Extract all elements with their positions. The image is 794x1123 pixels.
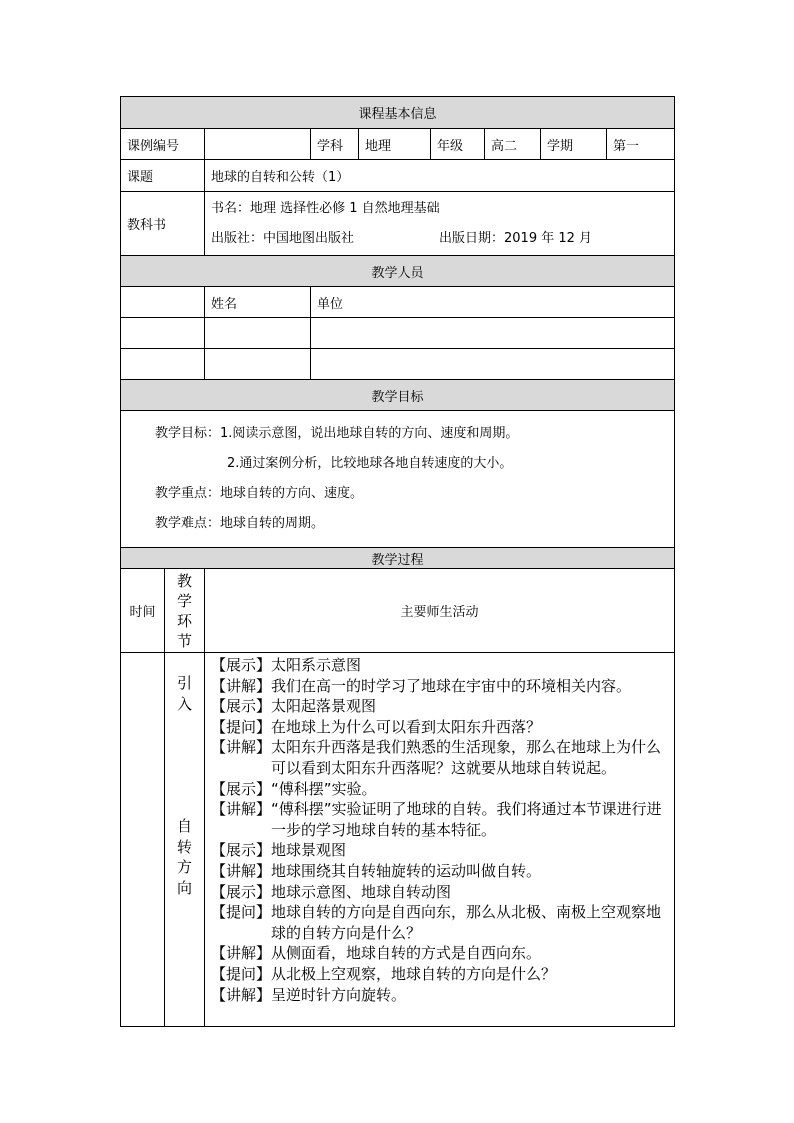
activity-line: 【提问】 在地球上为什么可以看到太阳东升西落？ — [211, 717, 542, 736]
staff-row-1-unit — [311, 318, 675, 349]
label-grade: 年级 — [431, 129, 485, 160]
label-subject: 学科 — [311, 129, 359, 160]
process-header: 教学过程 — [121, 548, 675, 569]
col-activity: 主要师生活动 — [205, 569, 675, 653]
lesson-plan-page — [120, 96, 674, 1027]
stage2-char-3: 方 — [176, 858, 192, 877]
staff-row-2-name — [205, 349, 311, 380]
objectives-body — [121, 411, 675, 548]
stage1-char-1: 引 — [176, 674, 192, 692]
activity-line: 【讲解】 地球围绕其自转轴旋转的运动叫做自转。 — [211, 861, 542, 880]
staff-header: 教学人员 — [121, 256, 675, 287]
basic-info-header: 课程基本信息 — [121, 97, 675, 129]
activity-line: 【提问】 地球自转的方向是自西向东，那么从北极、南极上空观察地球的自转方向是什么？ — [211, 903, 662, 942]
value-subject: 地理 — [359, 129, 431, 160]
value-grade: 高二 — [485, 129, 541, 160]
staff-row-2-unit — [311, 349, 675, 380]
book-name: 书名：地理 选择性必修 1 自然地理基础 — [211, 200, 440, 216]
objectives-header: 教学目标 — [121, 380, 675, 411]
staff-row-1-blank — [121, 318, 205, 349]
stage2-char-4: 向 — [176, 878, 192, 897]
key-point: 教学重点：地球自转的方向、速度。 — [155, 486, 364, 501]
activity-cell — [205, 653, 675, 1027]
activity-line: 【讲解】 “傅科摆”实验证明了地球的自转。我们将通过本节课进行进一步的学习地球自转的基本特征。 — [211, 800, 662, 839]
time-cell — [121, 653, 165, 1027]
publisher: 出版社：中国地图出版社 — [211, 230, 355, 246]
difficulty: 教学难点：地球自转的周期。 — [155, 516, 325, 531]
staff-row-1-name — [205, 318, 311, 349]
label-code: 课例编号 — [121, 129, 205, 160]
activity-line: 【讲解】 从侧面看，地球自转的方式是自西向东。 — [211, 944, 542, 963]
col-time: 时间 — [121, 569, 165, 653]
staff-row-2-blank — [121, 349, 205, 380]
activity-line: 【讲解】 我们在高一的时学习了地球在宇宙中的环境相关内容。 — [211, 676, 632, 695]
stage2-char-2: 转 — [176, 837, 192, 856]
pub-date: 出版日期：2019 年 12 月 — [439, 230, 593, 246]
col-stage-char-4: 节 — [176, 631, 192, 650]
publisher-row — [211, 224, 668, 254]
stage2-char-1: 自 — [176, 817, 192, 836]
activity-line: 【展示】 太阳系示意图 — [211, 656, 362, 674]
col-stage-char-3: 环 — [176, 611, 192, 630]
label-term: 学期 — [541, 129, 607, 160]
value-code — [205, 129, 311, 160]
activity-line: 【展示】 地球示意图、地球自转动图 — [211, 882, 452, 901]
col-stage — [165, 569, 205, 653]
staff-col-unit: 单位 — [311, 287, 675, 318]
activity-line: 【展示】 太阳起落景观图 — [211, 697, 377, 716]
objective-line-2: 2.通过案例分析，比较地球各地自转速度的大小。 — [227, 456, 513, 471]
staff-blank — [121, 287, 205, 318]
col-stage-char-2: 学 — [176, 591, 192, 610]
activity-line: 【讲解】 呈逆时针方向旋转。 — [211, 985, 407, 1004]
value-term: 第一 — [607, 129, 675, 160]
activity-line: 【提问】 从北极上空观察，地球自转的方向是什么？ — [211, 964, 557, 983]
stage-cell — [165, 653, 205, 1027]
col-stage-char-1: 教 — [176, 571, 192, 590]
stage1-char-2: 入 — [176, 694, 192, 713]
activity-line: 【展示】 “傅科摆”实验。 — [211, 779, 377, 798]
objective-line-1: 教学目标：1.阅读示意图，说出地球自转的方向、速度和周期。 — [155, 426, 519, 441]
value-topic: 地球的自转和公转（1） — [205, 160, 675, 192]
activity-line: 【讲解】 太阳东升西落是我们熟悉的生活现象，那么在地球上为什么可以看到太阳东升西落呢？这就要从地球自转说起。 — [211, 738, 662, 777]
label-topic: 课题 — [121, 160, 205, 192]
activity-line: 【展示】 地球景观图 — [211, 841, 347, 860]
textbook-info — [205, 192, 675, 256]
staff-col-name: 姓名 — [205, 287, 311, 318]
label-textbook: 教科书 — [121, 192, 205, 256]
lesson-plan-table — [120, 96, 675, 1027]
